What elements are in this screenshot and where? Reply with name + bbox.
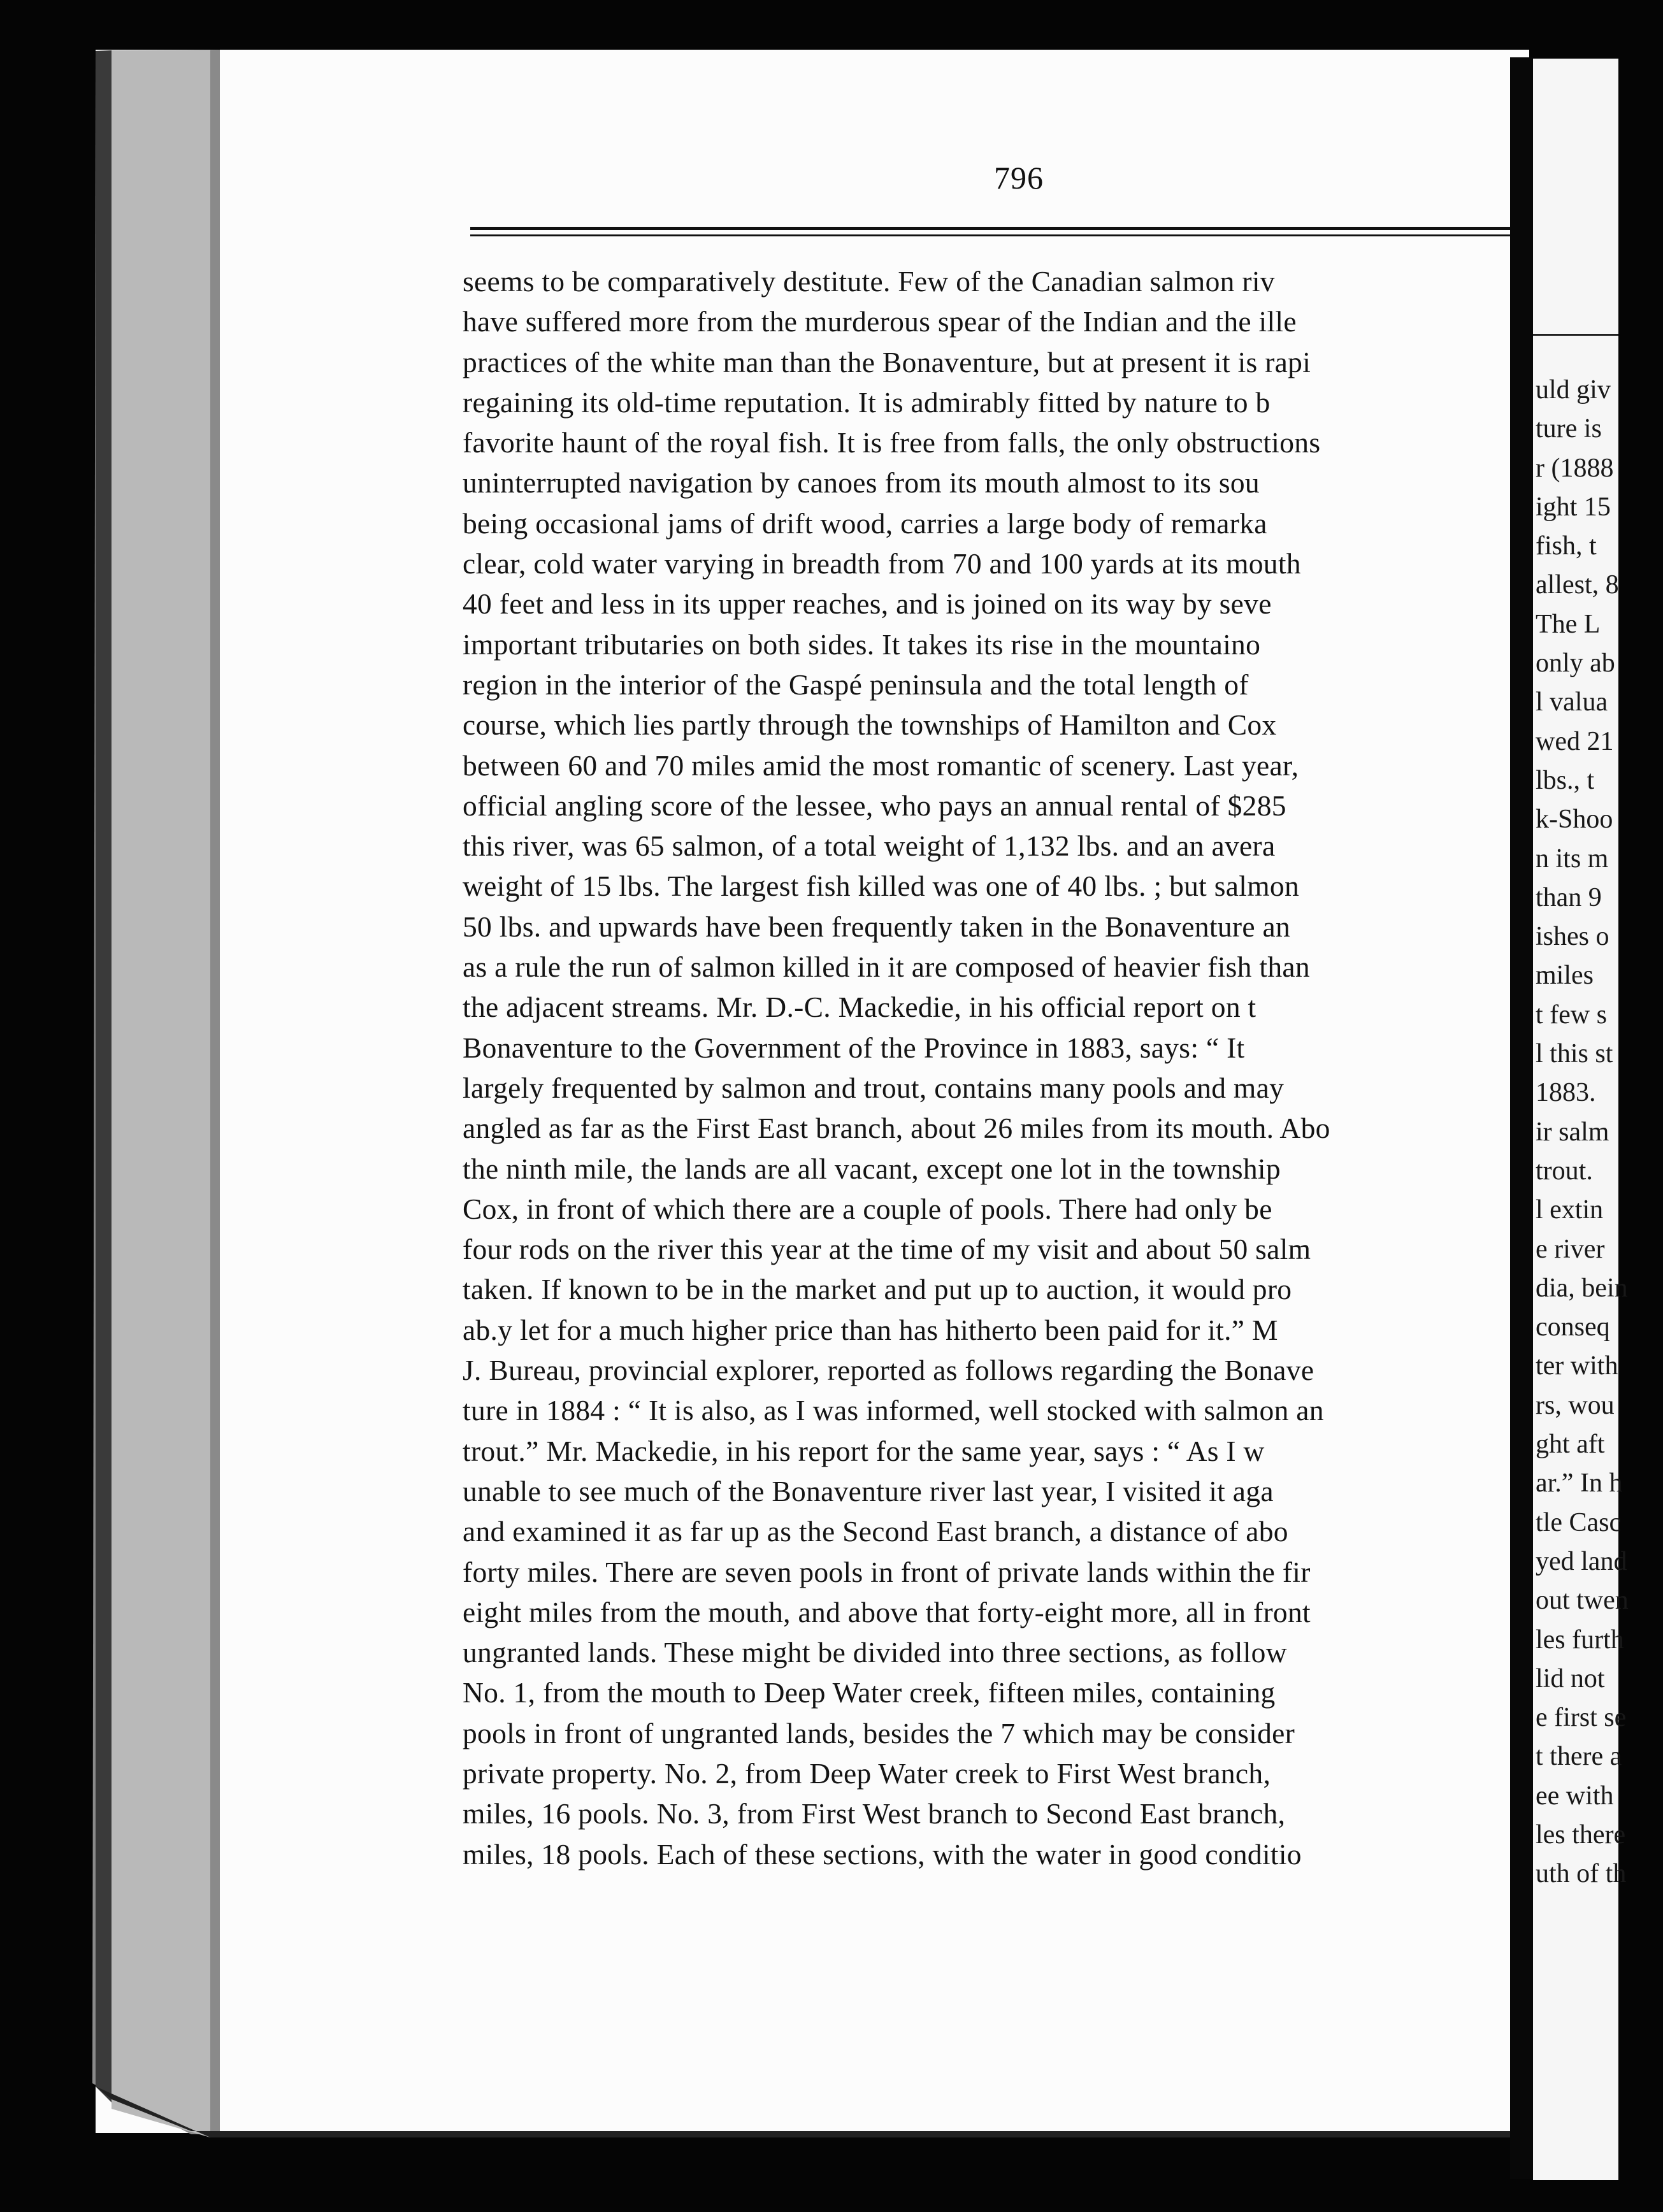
text-line: this river, was 65 salmon, of a total weight of 1,132 lbs. and an avera: [463, 830, 1276, 863]
text-line: ab.y let for a much higher price than has hitherto been paid for it.” M: [463, 1313, 1278, 1346]
text-line: unable to see much of the Bonaventure river last year, I visited it aga: [463, 1474, 1274, 1507]
text-line: weight of 15 lbs. The largest fish killed was one of 40 lbs. ; but salmon: [463, 870, 1300, 903]
text-line: ungranted lands. These might be divided into three sections, as follow: [463, 1636, 1287, 1669]
facing-text-line: 1883.: [1536, 1078, 1596, 1108]
body-text: [463, 261, 1514, 1871]
facing-text-line: than 9: [1536, 882, 1602, 912]
text-line: official angling score of the lessee, who pays an annual rental of $285: [463, 789, 1286, 822]
text-line: Cox, in front of which there are a couple of pools. There had only be: [463, 1192, 1272, 1225]
facing-text-line: uth of th: [1536, 1859, 1627, 1889]
text-line: as a rule the run of salmon killed in it are composed of heavier fish than: [463, 951, 1310, 984]
text-line: miles, 18 pools. Each of these sections, with the water in good conditio: [463, 1837, 1302, 1871]
facing-text-line: miles: [1536, 961, 1594, 991]
page-fold-gradient: [112, 50, 210, 2137]
text-line: the ninth mile, the lands are all vacant, except one lot in the township: [463, 1152, 1281, 1185]
facing-text-line: yed land: [1536, 1546, 1627, 1576]
page-bottom-edge: [96, 2086, 1516, 2137]
text-line: largely frequented by salmon and trout, contains many pools and may: [463, 1071, 1285, 1104]
text-line: trout.” Mr. Mackedie, in his report for the same year, says : “ As I w: [463, 1434, 1265, 1467]
facing-page-text: [1536, 371, 1663, 1894]
text-line: seems to be comparatively destitute. Few of the Canadian salmon riv: [463, 265, 1275, 298]
text-line: favorite haunt of the royal fish. It is free from falls, the only obstructions: [463, 426, 1321, 459]
text-line: four rods on the river this year at the time of my visit and about 50 salm: [463, 1233, 1311, 1266]
text-line: taken. If known to be in the market and put up to auction, it would pro: [463, 1273, 1292, 1306]
text-line: J. Bureau, provincial explorer, reported as follows regarding the Bonave: [463, 1354, 1314, 1387]
facing-text-line: ir salm: [1536, 1117, 1609, 1147]
facing-text-line: rs, wou: [1536, 1390, 1615, 1420]
facing-text-line: fish, t: [1536, 531, 1597, 561]
facing-text-line: les furth: [1536, 1625, 1624, 1655]
facing-text-line: ter with: [1536, 1351, 1618, 1381]
text-line: pools in front of ungranted lands, besides the 7 which may be consider: [463, 1716, 1295, 1749]
facing-text-line: trout.: [1536, 1156, 1593, 1186]
facing-text-line: e river: [1536, 1234, 1605, 1264]
facing-text-line: The L: [1536, 609, 1601, 639]
facing-text-line: ture is: [1536, 414, 1602, 444]
text-line: ture in 1884 : “ It is also, as I was informed, well stocked with salmon an: [463, 1394, 1324, 1427]
page-number: 796: [994, 160, 1044, 196]
facing-text-line: k-Shoo: [1536, 805, 1613, 835]
facing-text-line: l valua: [1536, 687, 1608, 717]
text-line: forty miles. There are seven pools in front of private lands within the fir: [463, 1555, 1311, 1588]
facing-text-line: ght aft: [1536, 1430, 1605, 1460]
header-rule-thin: [470, 234, 1515, 236]
text-line: private property. No. 2, from Deep Water creek to First West branch,: [463, 1756, 1271, 1790]
facing-text-line: ar.” In h: [1536, 1469, 1623, 1498]
text-line: clear, cold water varying in breadth from 70 and 100 yards at its mouth: [463, 547, 1301, 580]
facing-text-line: t there a: [1536, 1742, 1622, 1772]
text-line: 40 feet and less in its upper reaches, and is joined on its way by seve: [463, 587, 1272, 621]
text-line: region in the interior of the Gaspé peninsula and the total length of: [463, 668, 1249, 701]
text-line: 50 lbs. and upwards have been frequently taken in the Bonaventure an: [463, 910, 1291, 943]
facing-text-line: uld giv: [1536, 375, 1611, 405]
facing-page: [1533, 59, 1629, 2180]
page-edge-shadow: [96, 50, 112, 2102]
text-line: eight miles from the mouth, and above that forty-eight more, all in front: [463, 1595, 1311, 1628]
text-line: important tributaries on both sides. It takes its rise in the mountaino: [463, 628, 1261, 661]
facing-text-line: l this st: [1536, 1039, 1613, 1069]
text-line: Bonaventure to the Government of the Province in 1883, says: “ It: [463, 1031, 1245, 1064]
facing-text-line: conseq: [1536, 1312, 1610, 1342]
facing-text-line: n its m: [1536, 844, 1609, 873]
text-line: angled as far as the First East branch, about 26 miles from its mouth. Abo: [463, 1112, 1330, 1145]
facing-text-line: t few s: [1536, 1000, 1607, 1030]
facing-text-line: dia, bein: [1536, 1273, 1628, 1303]
text-line: being occasional jams of drift wood, carries a large body of remarka: [463, 506, 1267, 540]
text-line: have suffered more from the murderous spear of the Indian and the ille: [463, 305, 1297, 338]
facing-text-line: e first se: [1536, 1703, 1627, 1733]
text-line: miles, 16 pools. No. 3, from First West branch to Second East branch,: [463, 1797, 1286, 1830]
facing-text-line: les there: [1536, 1820, 1626, 1849]
text-line: between 60 and 70 miles amid the most romantic of scenery. Last year,: [463, 749, 1299, 782]
facing-text-line: lbs., t: [1536, 765, 1595, 795]
text-line: and examined it as far up as the Second East branch, a distance of abo: [463, 1515, 1288, 1548]
facing-text-line: r (1888: [1536, 453, 1614, 483]
facing-text-line: only ab: [1536, 649, 1615, 679]
facing-text-line: ishes o: [1536, 922, 1609, 952]
facing-text-line: l extin: [1536, 1195, 1604, 1225]
book-spine: [1510, 57, 1533, 2179]
text-line: the adjacent streams. Mr. D.-C. Mackedie, in his official report on t: [463, 991, 1256, 1024]
facing-text-line: tle Casc: [1536, 1507, 1622, 1537]
facing-text-line: ight 15: [1536, 492, 1611, 522]
facing-text-line: out twen: [1536, 1586, 1629, 1616]
facing-header-rule: [1533, 334, 1618, 336]
text-line: uninterrupted navigation by canoes from its mouth almost to its sou: [463, 466, 1260, 499]
facing-text-line: lid not: [1536, 1663, 1605, 1693]
facing-text-line: ee with: [1536, 1781, 1614, 1811]
text-line: regaining its old-time reputation. It is admirably fitted by nature to b: [463, 385, 1271, 419]
facing-text-line: wed 21: [1536, 726, 1614, 756]
text-line: practices of the white man than the Bonaventure, but at present it is rapi: [463, 345, 1311, 378]
facing-text-line: allest, 8: [1536, 570, 1619, 600]
header-rule-thick: [470, 227, 1515, 230]
text-line: course, which lies partly through the townships of Hamilton and Cox: [463, 708, 1277, 742]
text-line: No. 1, from the mouth to Deep Water creek, fifteen miles, containing: [463, 1676, 1276, 1709]
